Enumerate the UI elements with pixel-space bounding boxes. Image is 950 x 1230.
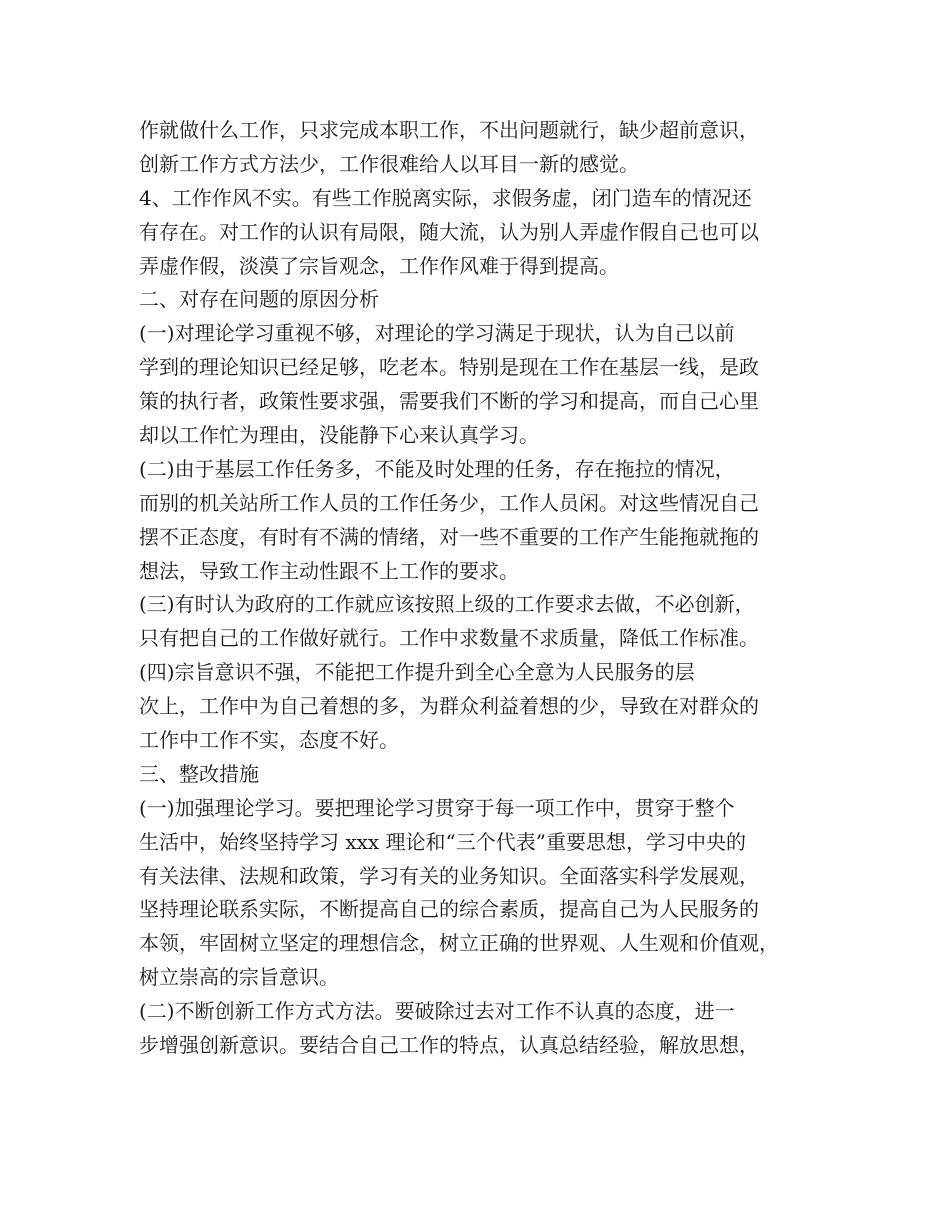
- text-line: (二)由于基层工作任务多，不能及时处理的任务，存在拖拉的情况，: [139, 456, 735, 481]
- text-line: 却以工作忙为理由，没能静下心来认真学习。: [139, 423, 539, 448]
- text-line: 有关法律、法规和政策，学习有关的业务知识。全面落实科学发展观，: [139, 863, 759, 888]
- text-line: 作就做什么工作，只求完成本职工作，不出问题就行，缺少超前意识，: [139, 118, 759, 142]
- text-line: 学到的理论知识已经足够，吃老本。特别是现在工作在基层一线，是政: [139, 355, 759, 380]
- text-line: 工作中工作不实，态度不好。: [139, 728, 399, 753]
- text-line: 树立崇高的宗旨意识。: [139, 965, 339, 990]
- text-line: (一)加强理论学习。要把理论学习贯穿于每一项工作中，贯穿于整个: [139, 795, 735, 820]
- text-line: 摆不正态度，有时有不满的情绪，对一些不重要的工作产生能拖就拖的: [139, 524, 759, 549]
- text-line: (三)有时认为政府的工作就应该按照上级的工作要求去做，不必创新，: [139, 592, 755, 617]
- text-line: 坚持理论联系实际，不断提高自己的综合素质，提高自己为人民服务的: [139, 897, 759, 922]
- section-heading: 三、整改措施: [139, 761, 259, 786]
- text-line: 只有把自己的工作做好就行。工作中求数量不求质量，降低工作标准。: [139, 626, 759, 651]
- text-line: (二)不断创新工作方式方法。要破除过去对工作不认真的态度，进一: [139, 999, 735, 1024]
- text-line: 次上，工作中为自己着想的多，为群众利益着想的少，导致在对群众的: [139, 694, 759, 719]
- text-line: 策的执行者，政策性要求强，需要我们不断的学习和提高，而自己心里: [139, 389, 759, 414]
- text-line: 有存在。对工作的认识有局限，随大流，认为别人弄虚作假自己也可以: [139, 219, 759, 244]
- text-line: 想法，导致工作主动性跟不上工作的要求。: [139, 558, 519, 583]
- text-line: 步增强创新意识。要结合自己工作的特点，认真总结经验，解放思想，: [139, 1033, 759, 1058]
- text-line: 生活中，始终坚持学习 xxx 理论和“三个代表”重要思想，学习中央的: [139, 829, 747, 854]
- text-line: 弄虚作假，淡漠了宗旨观念，工作作风难于得到提高。: [139, 253, 619, 278]
- text-line: 而别的机关站所工作人员的工作任务少，工作人员闲。对这些情况自己: [139, 490, 759, 515]
- text-line: 4、工作作风不实。有些工作脱离实际，求假务虚，闭门造车的情况还: [139, 185, 752, 210]
- document-body: [139, 114, 839, 1063]
- text-line: 本领，牢固树立坚定的理想信念，树立正确的世界观、人生观和价值观，: [139, 931, 779, 956]
- text-line: (四)宗旨意识不强，不能把工作提升到全心全意为人民服务的层: [139, 660, 695, 685]
- section-heading: 二、对存在问题的原因分析: [139, 287, 379, 312]
- text-line: 创新工作方式方法少，工作很难给人以耳目一新的感觉。: [139, 151, 639, 176]
- text-line: (一)对理论学习重视不够，对理论的学习满足于现状，认为自己以前: [139, 321, 735, 346]
